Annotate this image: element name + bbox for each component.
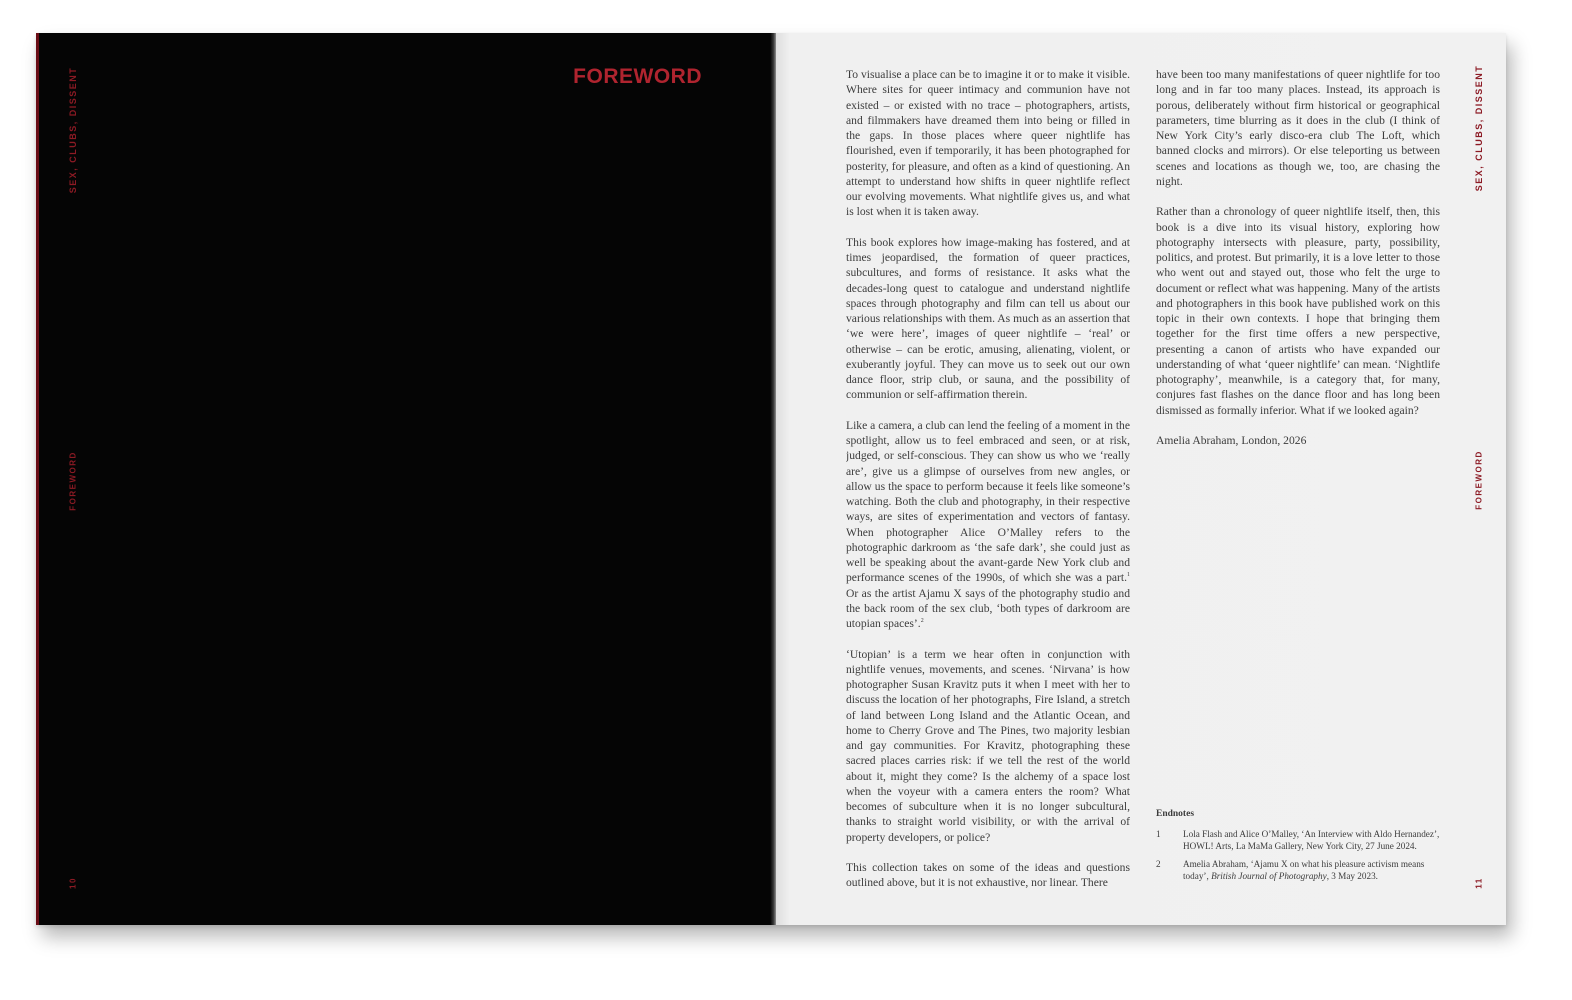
endnote-text: Amelia Abraham, ‘Ajamu X on what his pleasure activism means today’, British Journal of Photography, 3 May 2023. bbox=[1183, 859, 1425, 881]
author-signature: Amelia Abraham, London, 2026 bbox=[1156, 434, 1307, 447]
endnotes bbox=[1156, 809, 1444, 888]
body-paragraph: This collection takes on some of the ideas and questions outlined above, but it is not exhaustive, nor linear. There bbox=[846, 861, 1130, 889]
right-page bbox=[776, 33, 1506, 925]
left-page-number: 10 bbox=[68, 877, 78, 889]
book-spread bbox=[36, 33, 1506, 925]
left-page bbox=[36, 33, 774, 925]
text-column-left bbox=[846, 67, 1130, 889]
endnote-text: Lola Flash and Alice O’Malley, ‘An Interview with Aldo Hernandez’, HOWL! Arts, La MaMa Gallery, New York City, 27 June 2024. bbox=[1183, 829, 1440, 851]
body-paragraph: Like a camera, a club can lend the feeling of a moment in the spotlight, allow us to feel embraced and seen, or at risk, judged, or self-conscious. They can show us who we ‘really are’, give us a glimpse of ourselves from new angles, or allow us the space to perform because it feels like someone’s watching. Both the club and photography, in their respective ways, are sites of experimentation and vectors of fantasy. When photographer Alice O’Malley refers to the photographic darkroom as ‘the safe dark’, she could just as well be speaking about the avant-garde New York club and performance scenes of the 1990s, of which she was a part.$^1$ Or as the artist Ajamu X says of the photography studio and the back room of the sex club, ‘both types of darkroom are utopian spaces’.$^2$ bbox=[846, 418, 1130, 630]
body-paragraph: To visualise a place can be to imagine it or to make it visible. Where sites for queer intimacy and communion have not existed – or existed with no trace – photographers, artists, and filmmakers have dreamed them into being or filled in the gaps. In those places where queer nightlife has flourished, even if temporarily, it has been photographed for posterity, for pleasure, and often as a kind of questioning. An attempt to understand how shifts in queer nightlife reflect our evolving movements. What nightlife gives us, and what is lost when it is taken away. bbox=[846, 68, 1130, 219]
page-title: FOREWORD bbox=[573, 65, 702, 88]
right-running-head: SEX, CLUBS, DISSENT bbox=[1474, 64, 1484, 192]
right-section-label: FOREWORD bbox=[1474, 450, 1484, 510]
endnote-ref: 1 bbox=[1127, 572, 1130, 579]
right-page-number: 11 bbox=[1474, 877, 1484, 889]
endnote-number: 1 bbox=[1156, 829, 1161, 839]
body-paragraph: ‘Utopian’ is a term we hear often in conjunction with nightlife venues, movements, and scenes. ‘Nirvana’ is how photographer Susan Kravitz puts it when I meet with her to discuss the location of her photographs, Fire Island, a stretch of land between Long Island and the Atlantic Ocean, and home to Cherry Grove and The Pines, two majority lesbian and gay communities. For Kravitz, photographing these sacred places carries risk: if we tell the rest of the world about it, might they come? Is the alchemy of a space lost when the voyeur with a camera enters the room? What becomes of subculture when it is no longer subcultural, thanks to straight world visibility, or with the arrival of property developers, or police? bbox=[846, 647, 1130, 844]
body-paragraph: have been too many manifestations of queer nightlife for too long and in far too many places. Instead, its approach is porous, deliberately without firm historical or geographical parameters, time blurring as it does in the club (I think of New York City’s early disco-era club The Loft, which banned clocks and mirrors). Or else teleporting us between scenes and locations as though we, too, are chasing the night. bbox=[1156, 68, 1440, 188]
body-paragraph: Rather than a chronology of queer nightlife itself, then, this book is a dive into its visual history, exploring how photography intersects with pleasure, party, possibility, politics, and protest. But primarily, it is a love letter to those who went out and stayed out, those who felt the urge to document or reflect what was happening. Many of the artists and photographers in this book have published work on this topic in their own contexts. I hope that bringing them together for the first time offers a new perspective, presenting a canon of artists who have expanded our understanding of what ‘queer nightlife’ can mean. ‘Nightlife photography’, meanwhile, is a category that, for many, conjures fast flashes on the dance floor and has long been dismissed as formally inferior. What if we looked again? bbox=[1156, 205, 1440, 417]
endnote-ref: 2 bbox=[920, 618, 924, 625]
endnote-number: 2 bbox=[1156, 859, 1161, 869]
text-column-right bbox=[1156, 67, 1440, 464]
body-paragraph: This book explores how image-making has fostered, and at times jeopardised, the formation of queer practices, subcultures, and forms of resistance. It asks what the decades-long quest to catalogue and understand nightlife spaces through photography and film can tell us about our various relationships with them. As much as an assertion that ‘we were here’, images of queer nightlife – ‘real’ or otherwise – can be erotic, amusing, alienating, violent, or exuberantly joyful. They can move us to seek out our own dance floor, strip club, or sauna, and the possibility of communion or self-affirmation therein. bbox=[846, 235, 1130, 402]
left-running-head: SEX, CLUBS, DISSENT bbox=[68, 66, 78, 194]
endnote-item bbox=[1156, 828, 1444, 852]
endnote-item bbox=[1156, 858, 1444, 882]
endnotes-heading: Endnotes bbox=[1156, 809, 1195, 819]
left-section-label: FOREWORD bbox=[68, 451, 78, 511]
